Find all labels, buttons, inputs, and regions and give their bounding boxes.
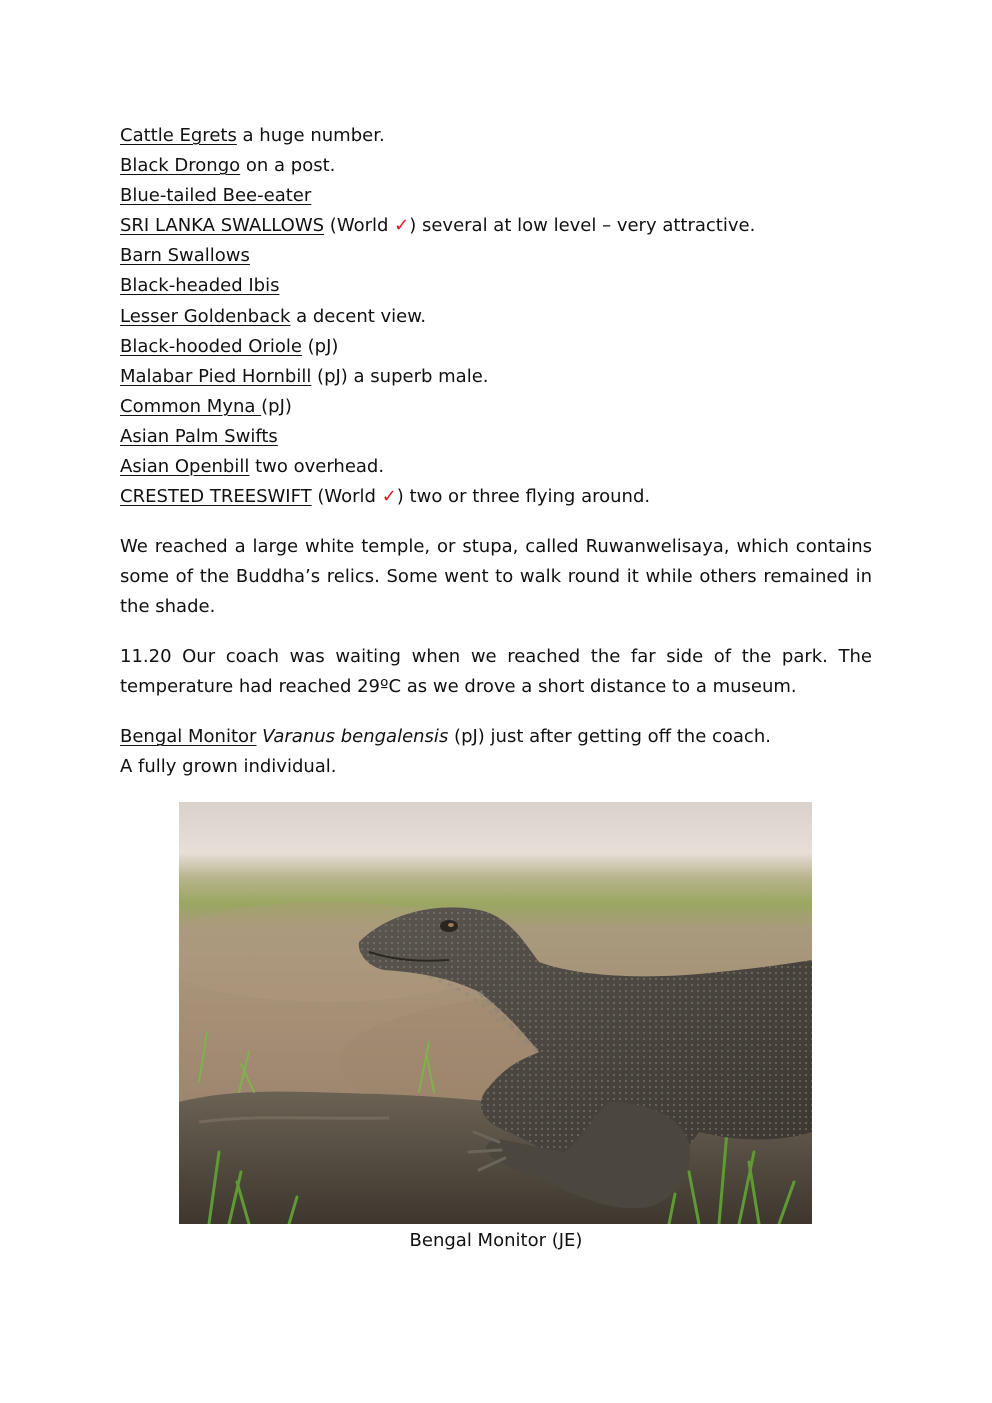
bengal-monitor-photo	[179, 802, 812, 1224]
species-name: CRESTED TREESWIFT	[120, 486, 312, 508]
monitor-scientific-name: Varanus bengalensis	[262, 726, 449, 748]
temple-paragraph: We reached a large white temple, or stupa, called Ruwanwelisaya, which contains some of the Buddha’s relics. Some went to walk round it while others remained in the shade.	[120, 536, 872, 618]
species-note: (pJ)	[301, 335, 339, 357]
species-note: on a post.	[240, 155, 336, 177]
monitor-paragraph	[120, 722, 872, 782]
sighting-line	[120, 211, 872, 241]
species-note-post: ) several at low level – very attractive.	[409, 215, 756, 237]
monitor-note: (pJ) just after getting off the coach.	[448, 726, 771, 748]
monitor-name: Bengal Monitor	[120, 726, 257, 748]
sighting-line	[120, 392, 872, 422]
species-name: Asian Palm Swifts	[120, 425, 278, 447]
species-name: Blue-tailed Bee-eater	[120, 185, 312, 207]
sighting-line	[120, 271, 872, 301]
sightings-list	[120, 121, 872, 512]
sighting-line	[120, 302, 872, 332]
species-note: a decent view.	[290, 305, 427, 327]
species-note-post: ) two or three flying around.	[396, 486, 651, 508]
species-name: Common Myna	[120, 395, 262, 417]
sighting-line	[120, 362, 872, 392]
sighting-line	[120, 452, 872, 482]
page-content	[120, 121, 872, 782]
species-name: Black Drongo	[120, 155, 241, 177]
monitor-detail: A fully grown individual.	[120, 756, 337, 778]
species-name: Barn Swallows	[120, 245, 250, 267]
photo-caption: Bengal Monitor (JE)	[409, 1230, 583, 1251]
species-note-pre: (World	[311, 486, 382, 508]
species-name: Cattle Egrets	[120, 125, 237, 146]
species-note: (pJ) a superb male.	[311, 365, 489, 387]
species-note-pre: (World	[324, 215, 395, 237]
species-note: (pJ)	[261, 395, 292, 417]
sighting-line	[120, 482, 872, 512]
world-tick-icon: ✓	[394, 215, 410, 237]
species-name: Black-headed Ibis	[120, 275, 280, 297]
species-name: Lesser Goldenback	[120, 305, 291, 327]
species-name: Black-hooded Oriole	[120, 335, 302, 357]
species-name: Asian Openbill	[120, 456, 250, 478]
species-note: two overhead.	[249, 456, 385, 478]
sighting-line	[120, 241, 872, 271]
monitor-lizard-illustration	[179, 802, 812, 1224]
sighting-line	[120, 151, 872, 181]
sighting-line	[120, 121, 872, 151]
species-name: SRI LANKA SWALLOWS	[120, 215, 325, 237]
sighting-line	[120, 332, 872, 362]
sighting-line	[120, 422, 872, 452]
species-name: Malabar Pied Hornbill	[120, 365, 312, 387]
coach-paragraph: 11.20 Our coach was waiting when we reached the far side of the park. The temperature had reached 29ºC as we drove a short distance to a museum.	[120, 646, 872, 698]
world-tick-icon: ✓	[381, 486, 397, 508]
species-note: a huge number.	[236, 125, 385, 146]
sighting-line	[120, 181, 872, 211]
